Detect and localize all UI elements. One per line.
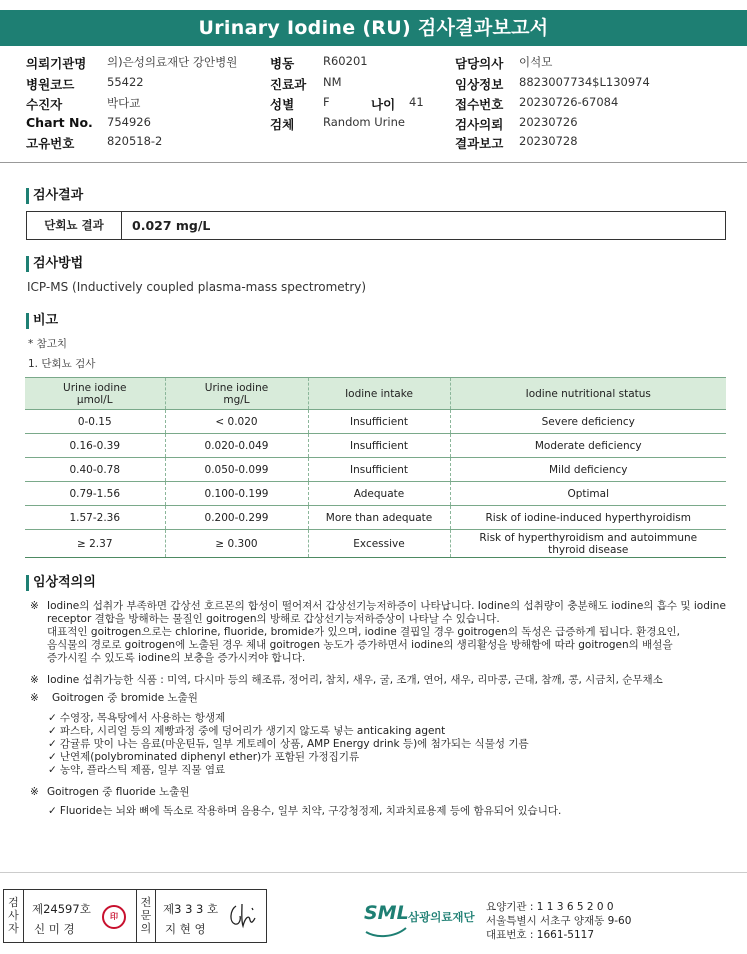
examiner-license: 제24597호 bbox=[32, 902, 91, 916]
text-line: Iodine의 섭취가 부족하면 갑상선 호르몬의 합성이 떨어져서 갑상선기능저하증이 나타납니다. Iodine의 섭취량이 충분해도 iodine의 흡수 및 iodine bbox=[47, 600, 726, 612]
result-label: 단회뇨 결과 bbox=[27, 212, 122, 239]
table-header-row bbox=[25, 378, 726, 410]
divider bbox=[0, 162, 747, 163]
info-value: NM bbox=[323, 75, 342, 89]
info-value: R60201 bbox=[323, 54, 368, 68]
info-key: 진료과 bbox=[270, 77, 307, 92]
table-header bbox=[25, 378, 165, 410]
divider bbox=[0, 872, 747, 873]
list-item bbox=[48, 712, 529, 725]
table-cell: Severe deficiency bbox=[450, 410, 726, 434]
info-key: 병동 bbox=[270, 56, 295, 71]
text-line: 대표적인 goitrogen으로는 chlorine, fluoride, bromide가 있으며, iodine 결핍일 경우 goitrogen의 독성은 급증하게 됩니다. 환경요인, bbox=[47, 626, 680, 638]
section-title-remarks: 비고 bbox=[26, 312, 58, 330]
logo-letters: SML bbox=[364, 902, 409, 924]
info-key: 고유번호 bbox=[26, 136, 75, 151]
section-title-clinical: 임상적의의 bbox=[26, 574, 96, 592]
info-key: 검사의뢰 bbox=[455, 117, 504, 132]
table-cell: 0-0.15 bbox=[25, 410, 165, 434]
info-row bbox=[0, 95, 747, 113]
info-value: 의)은성의료재단 강안병원 bbox=[107, 55, 238, 69]
table-cell: < 0.020 bbox=[165, 410, 308, 434]
list-item bbox=[48, 751, 529, 764]
result-box bbox=[26, 211, 726, 240]
header-line: Urine iodine bbox=[204, 381, 269, 394]
method-text: ICP-MS (Inductively coupled plasma-mass spectrometry) bbox=[27, 280, 367, 294]
table-cell: 0.16-0.39 bbox=[25, 434, 165, 458]
info-value: 820518-2 bbox=[107, 134, 163, 148]
info-value: 박다교 bbox=[107, 96, 141, 110]
reference-note: * 참고치 bbox=[28, 338, 68, 350]
table-row bbox=[25, 434, 726, 458]
list-item-text: 감귤류 맛이 나는 음료(마운틴듀, 일부 게토레이 상품, AMP Energy drink 등)에 첨가되는 식물성 기름 bbox=[59, 738, 529, 750]
table-cell: Insufficient bbox=[308, 434, 450, 458]
header-line: Urine iodine bbox=[63, 381, 127, 394]
institution-code: 요양기관 : 1 1 3 6 5 2 0 0 bbox=[486, 901, 614, 913]
clinical-foods: Iodine 섭취가능한 식품 : 미역, 다시마 등의 해조류, 정어리, 참치, 새우, 굴, 조개, 연어, 새우, 리마콩, 근대, 참깨, 콩, 시금치, 순무채소 bbox=[47, 674, 663, 686]
header-unit: mg/L bbox=[223, 393, 250, 406]
info-value: F bbox=[323, 95, 330, 109]
sml-logo bbox=[364, 898, 482, 938]
table-cell: Adequate bbox=[308, 482, 450, 506]
check-icon: ✓ bbox=[48, 738, 57, 750]
table-header bbox=[165, 378, 308, 410]
table-cell: ≥ 2.37 bbox=[25, 530, 165, 558]
list-item bbox=[48, 738, 529, 751]
examiner-name: 신 미 경 bbox=[34, 922, 75, 936]
info-key: 의뢰기관명 bbox=[26, 56, 87, 71]
signature-icon bbox=[226, 900, 260, 930]
info-key: 나이 bbox=[371, 97, 396, 112]
signature-box bbox=[3, 889, 267, 943]
result-value: 0.027 mg/L bbox=[132, 218, 211, 233]
info-key: 검체 bbox=[270, 117, 295, 132]
info-row bbox=[0, 134, 747, 152]
info-key: 접수번호 bbox=[455, 97, 504, 112]
info-row bbox=[0, 75, 747, 93]
info-key: 성별 bbox=[270, 97, 295, 112]
table-cell: Insufficient bbox=[308, 410, 450, 434]
specialist-label: 전문의 bbox=[136, 890, 156, 942]
table-row bbox=[25, 530, 726, 558]
examiner-label: 검사자 bbox=[4, 890, 24, 942]
table-cell: Insufficient bbox=[308, 458, 450, 482]
table-cell: Risk of hyperthyroidism and autoimmune thyroid disease bbox=[450, 530, 726, 558]
institution-phone: 대표번호 : 1661-5117 bbox=[486, 929, 595, 941]
header-unit: μmol/L bbox=[76, 393, 113, 406]
info-key: 수진자 bbox=[26, 97, 63, 112]
specialist-license: 제3 3 3 호 bbox=[163, 902, 219, 916]
text-line: receptor 결합을 방해하는 물질인 goitrogen의 방해로 갑상선기능저하증상이 나타날 수 있습니다. bbox=[47, 613, 500, 625]
bromide-title: Goitrogen 중 bromide 노출원 bbox=[52, 692, 198, 704]
table-cell: 0.050-0.099 bbox=[165, 458, 308, 482]
list-item bbox=[48, 805, 561, 818]
table-row bbox=[25, 482, 726, 506]
reference-table bbox=[25, 377, 726, 558]
reference-mark-icon: ※ bbox=[30, 692, 39, 704]
reference-subnote: 1. 단회뇨 검사 bbox=[28, 358, 96, 370]
table-row bbox=[25, 506, 726, 530]
table-cell: 0.200-0.299 bbox=[165, 506, 308, 530]
section-title-method: 검사방법 bbox=[26, 255, 83, 273]
check-icon: ✓ bbox=[48, 712, 57, 724]
info-value: 55422 bbox=[107, 75, 144, 89]
info-value: 20230726 bbox=[519, 115, 578, 129]
specialist-name: 지 현 영 bbox=[165, 922, 206, 936]
list-item-text: 난연제(polybrominated diphenyl ether)가 포함된 가정집기류 bbox=[59, 751, 360, 763]
fluoride-title: Goitrogen 중 fluoride 노출원 bbox=[47, 786, 190, 798]
check-icon: ✓ bbox=[48, 751, 57, 763]
info-key: 결과보고 bbox=[455, 136, 504, 151]
seal-icon: 印 bbox=[102, 905, 126, 929]
bromide-list bbox=[48, 712, 529, 777]
section-title-result: 검사결과 bbox=[26, 187, 83, 205]
table-cell: 0.020-0.049 bbox=[165, 434, 308, 458]
table-cell: 1.57-2.36 bbox=[25, 506, 165, 530]
text-line: 음식물의 경로로 goitrogen에 노출된 경우 체내 goitrogen 농도가 증가하면서 iodine의 생리활성을 방해함에 따라 goitrogen의 배설을 bbox=[47, 639, 673, 651]
info-key: Chart No. bbox=[26, 115, 93, 130]
table-cell: Excessive bbox=[308, 530, 450, 558]
reference-mark-icon: ※ bbox=[30, 674, 39, 686]
table-cell: Moderate deficiency bbox=[450, 434, 726, 458]
info-value: 8823007734$L130974 bbox=[519, 75, 650, 89]
text-line: 증가시킬 수 있도록 iodine의 보충을 증가시켜야 합니다. bbox=[47, 652, 306, 664]
reference-mark-icon: ※ bbox=[30, 600, 39, 612]
check-icon: ✓ bbox=[48, 805, 57, 817]
report-title: Urinary Iodine (RU) 검사결과보고서 bbox=[0, 10, 747, 46]
list-item-text: 파스타, 시리얼 등의 제빵과정 중에 덩어리가 생기지 않도록 넣는 anticaking agent bbox=[59, 725, 446, 737]
info-key: 병원코드 bbox=[26, 77, 75, 92]
table-cell: Risk of iodine-induced hyperthyroidism bbox=[450, 506, 726, 530]
info-value: 754926 bbox=[107, 115, 151, 129]
info-value: Random Urine bbox=[323, 115, 405, 129]
clinical-paragraph bbox=[47, 600, 727, 665]
table-cell: 0.100-0.199 bbox=[165, 482, 308, 506]
info-value: 41 bbox=[409, 95, 424, 109]
info-value: 이석모 bbox=[519, 55, 553, 69]
list-item bbox=[48, 764, 529, 777]
check-icon: ✓ bbox=[48, 725, 57, 737]
reference-mark-icon: ※ bbox=[30, 786, 39, 798]
table-header bbox=[450, 378, 726, 410]
table-row bbox=[25, 458, 726, 482]
check-icon: ✓ bbox=[48, 764, 57, 776]
table-header bbox=[308, 378, 450, 410]
info-value: 20230726-67084 bbox=[519, 95, 619, 109]
header-line: Iodine nutritional status bbox=[525, 387, 651, 400]
list-item-text: Fluoride는 뇌와 뼈에 독소로 작용하며 음용수, 일부 치약, 구강청정제, 치과치료용제 등에 함유되어 있습니다. bbox=[59, 805, 562, 817]
table-cell: Mild deficiency bbox=[450, 458, 726, 482]
institution-address: 서울특별시 서초구 양재동 9-60 bbox=[486, 915, 632, 927]
table-cell: 0.40-0.78 bbox=[25, 458, 165, 482]
table-cell: Optimal bbox=[450, 482, 726, 506]
table-cell: ≥ 0.300 bbox=[165, 530, 308, 558]
list-item-text: 수영장, 목욕탕에서 사용하는 항생제 bbox=[59, 712, 226, 724]
info-row bbox=[0, 115, 747, 133]
info-row bbox=[0, 54, 747, 72]
table-cell: More than adequate bbox=[308, 506, 450, 530]
header-line: Iodine intake bbox=[345, 387, 413, 400]
info-key: 임상정보 bbox=[455, 77, 504, 92]
info-key: 담당의사 bbox=[455, 56, 504, 71]
table-row bbox=[25, 410, 726, 434]
fluoride-list bbox=[48, 805, 561, 818]
info-value: 20230728 bbox=[519, 134, 578, 148]
table-cell: 0.79-1.56 bbox=[25, 482, 165, 506]
list-item-text: 농약, 플라스틱 제품, 일부 직물 염료 bbox=[59, 764, 226, 776]
list-item bbox=[48, 725, 529, 738]
logo-name: 삼광의료재단 bbox=[408, 910, 475, 924]
